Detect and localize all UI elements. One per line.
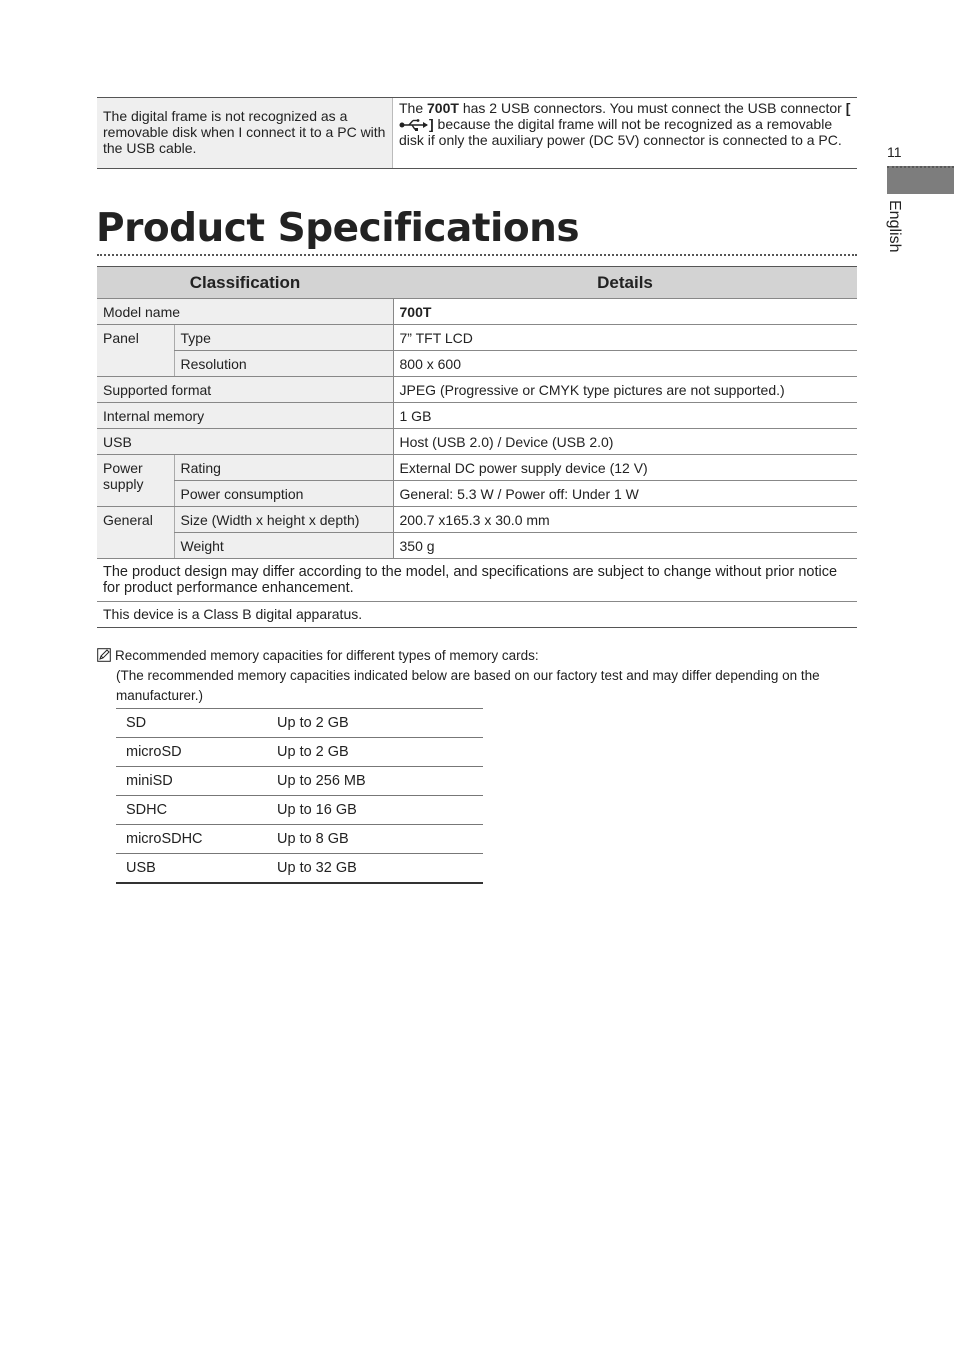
card-capacity: Up to 32 GB [267, 854, 483, 883]
bracket-open: [ [845, 100, 851, 116]
row-value: Host (USB 2.0) / Device (USB 2.0) [393, 429, 857, 455]
header-classification: Classification [97, 267, 393, 299]
page-number: 11 [887, 144, 902, 160]
card-type: miniSD [116, 767, 267, 796]
row-value: 200.7 x165.3 x 30.0 mm [393, 507, 857, 533]
group-label: General [97, 507, 174, 559]
row-label: USB [97, 429, 393, 455]
card-capacity: Up to 8 GB [267, 825, 483, 854]
solution-text: has 2 USB connectors. You must connect the USB connector [458, 100, 846, 116]
row-value: 1 GB [393, 403, 857, 429]
group-label: Panel [97, 325, 174, 377]
table-row [97, 429, 857, 455]
row-label: Power consumption [174, 481, 393, 507]
memory-note [97, 646, 857, 706]
class-b-notice: This device is a Class B digital apparatus. [97, 602, 857, 628]
row-value: General: 5.3 W / Power off: Under 1 W [393, 481, 857, 507]
table-row [97, 403, 857, 429]
table-row [97, 351, 857, 377]
table-row [116, 796, 483, 825]
row-value: 7” TFT LCD [393, 325, 857, 351]
troubleshooting-problem: The digital frame is not recognized as a removable disk when I connect it to a PC with the USB cable. [97, 98, 393, 168]
table-row [97, 507, 857, 533]
table-row [116, 767, 483, 796]
memory-note-line2: (The recommended memory capacities indicated below are based on our factory test and may differ depending on the manufacturer.) [116, 668, 820, 703]
row-label: Size (Width x height x depth) [174, 507, 393, 533]
card-capacity: Up to 2 GB [267, 709, 483, 738]
troubleshooting-solution [393, 98, 857, 168]
row-value: 350 g [393, 533, 857, 559]
note-text: Recommended memory capacities for different types of memory cards: [115, 648, 539, 663]
row-value: 700T [393, 299, 857, 325]
table-row [97, 299, 857, 325]
spec-header-row [97, 267, 857, 299]
row-label: Rating [174, 455, 393, 481]
solution-text: because the digital frame will not be recognized as a removable disk if only the auxiliary power (DC 5V) connector is connected to a PC. [399, 116, 842, 148]
memory-capacity-table [116, 708, 483, 884]
solution-model: 700T [427, 100, 459, 116]
design-notice: The product design may differ according to the model, and specifications are subject to change without prior notice for product performance enhancement. [97, 559, 857, 602]
spec-table [97, 266, 857, 628]
row-label: Weight [174, 533, 393, 559]
dotted-divider [97, 254, 857, 256]
table-row [97, 559, 857, 602]
row-label: Type [174, 325, 393, 351]
row-label: Resolution [174, 351, 393, 377]
page-title: Product Specifications [96, 206, 580, 251]
card-capacity: Up to 16 GB [267, 796, 483, 825]
table-row [97, 455, 857, 481]
row-label: Supported format [97, 377, 393, 403]
troubleshooting-row [97, 97, 857, 169]
table-row [97, 325, 857, 351]
card-type: microSDHC [116, 825, 267, 854]
header-details: Details [393, 267, 857, 299]
row-value: JPEG (Progressive or CMYK type pictures are not supported.) [393, 377, 857, 403]
bracket-close: ] [429, 116, 434, 132]
card-capacity: Up to 2 GB [267, 738, 483, 767]
card-type: microSD [116, 738, 267, 767]
row-label: Model name [97, 299, 393, 325]
side-tab-bar [887, 166, 954, 194]
group-label: Power supply [97, 455, 174, 507]
table-row [116, 825, 483, 854]
card-type: SDHC [116, 796, 267, 825]
table-row [116, 854, 483, 883]
table-row [97, 377, 857, 403]
table-row [97, 481, 857, 507]
solution-text: The [399, 100, 428, 116]
note-icon [97, 648, 111, 662]
row-label: Internal memory [97, 403, 393, 429]
table-row [97, 602, 857, 628]
table-row [116, 738, 483, 767]
row-value: External DC power supply device (12 V) [393, 455, 857, 481]
row-value: 800 x 600 [393, 351, 857, 377]
usb-icon [399, 119, 429, 131]
memory-note-line1 [97, 646, 857, 666]
language-label: English [886, 200, 903, 253]
table-row [97, 533, 857, 559]
card-type: SD [116, 709, 267, 738]
table-row [116, 709, 483, 738]
card-capacity: Up to 256 MB [267, 767, 483, 796]
card-type: USB [116, 854, 267, 883]
